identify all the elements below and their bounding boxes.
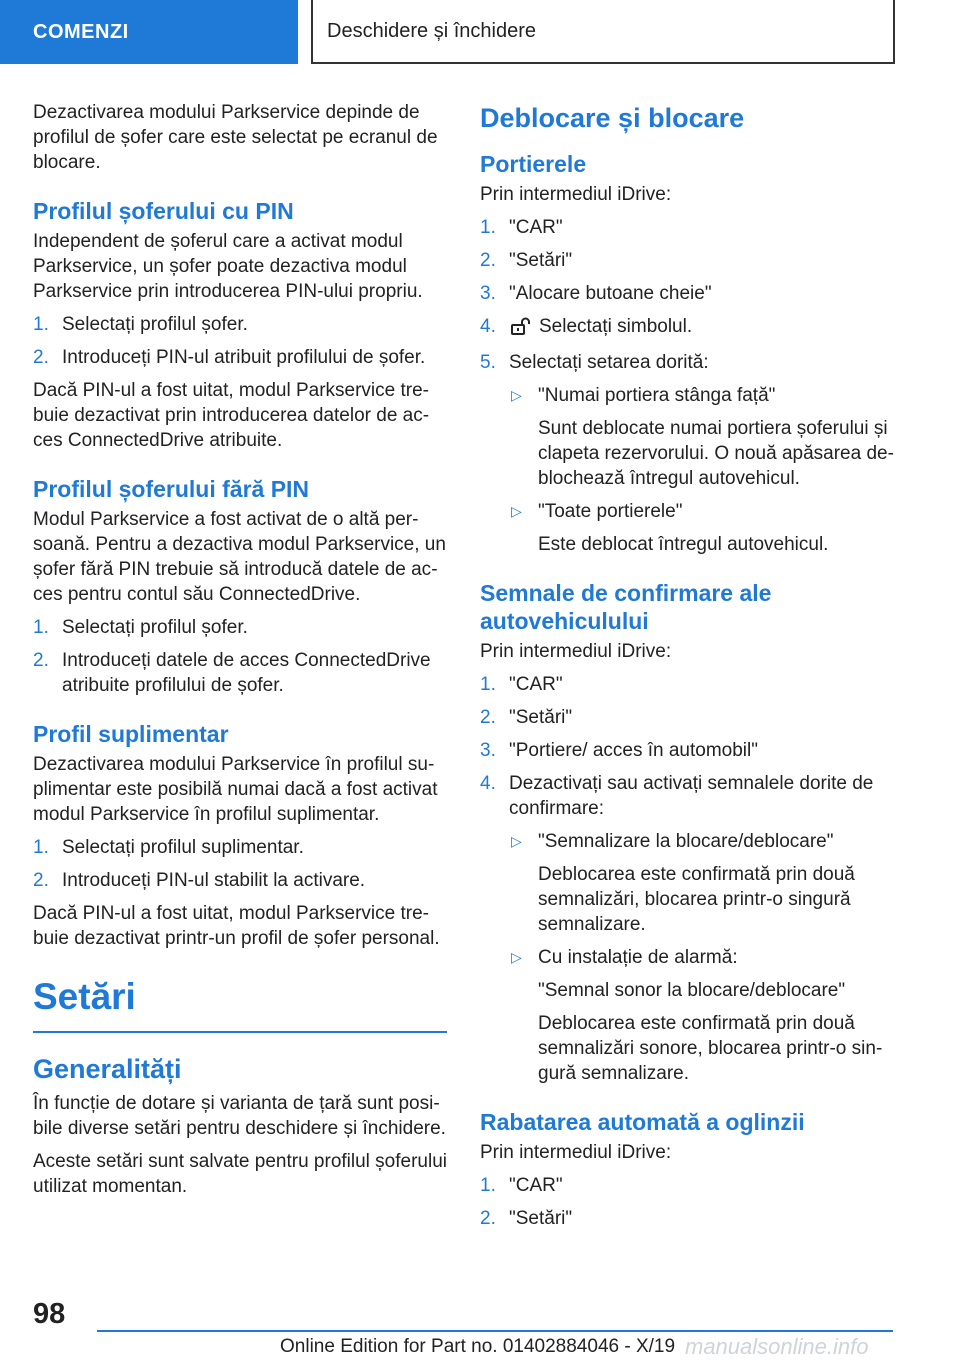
watermark: manualsonline.info [682, 1334, 871, 1360]
step-number: 3. [480, 283, 496, 304]
list-item: 3. "Alocare butoane cheie" [480, 283, 712, 304]
doors-intro: Prin intermediul iDrive: [480, 184, 672, 205]
doors-options [509, 383, 894, 557]
general-text-1: În funcție de dotare și varianta de țară sunt posibile diverse setări pentru deschidere și închidere. [33, 1093, 446, 1139]
list-item: 2. "Setări" [480, 1208, 573, 1229]
unlock-icon [511, 317, 531, 342]
mirrors-intro: Prin intermediul iDrive: [480, 1142, 672, 1163]
extra-profile-note: Dacă PIN-ul a fost uitat, modul Parkservice trebuie dezactivat printr-un profil de șofer personal. [33, 903, 440, 949]
option-item: ▷ Cu instalație de alarmă: "Semnal sonor la blocare/deblocare" Deblocarea este confirmată prin două semnalizări sonore, blocarea printr-o singură semnalizare. [511, 947, 883, 1084]
heading-signals: Semnale de confirmare ale autovehiculului [480, 580, 772, 634]
list-item: 1. Selectați profilul șofer. [33, 314, 248, 335]
step-number: 2. [480, 1208, 496, 1229]
right-column [480, 100, 894, 1239]
heading-doors: Portierele [480, 151, 587, 177]
heading-extra-profile: Profil suplimentar [33, 721, 229, 747]
list-item: 2. "Setări" [480, 707, 573, 728]
step-number: 1. [480, 1175, 496, 1196]
section-title: Deschidere și închidere [311, 0, 895, 64]
list-item: 1. Selectați profilul suplimentar. [33, 837, 304, 858]
step-number: 2. [33, 870, 49, 891]
step-number: 1. [480, 217, 496, 238]
step-number: 3. [480, 740, 496, 761]
list-item: 2. Introduceți PIN-ul atribuit profilului de șofer. [33, 347, 426, 368]
step-number: 4. [480, 773, 496, 794]
unlock-lock-title: Deblocare și blocare [480, 103, 745, 133]
option-item: ▷ "Semnalizare la blocare/deblocare" Deblocarea este confirmată prin două semnalizări, blocarea printr-o singură semnalizare. [511, 831, 855, 935]
list-item: 4. Selectați simbolul. [480, 314, 894, 342]
step-number: 2. [480, 707, 496, 728]
bullet-triangle-icon: ▷ [511, 949, 522, 965]
heading-driver-pin: Profilul șoferului cu PIN [33, 198, 294, 224]
list-item: 3. "Portiere/ acces în automobil" [480, 740, 758, 761]
list-item: 1. "CAR" [480, 217, 563, 238]
bullet-triangle-icon: ▷ [511, 833, 522, 849]
step-number: 1. [33, 314, 49, 335]
option-item: ▷ "Numai portiera stânga față" Sunt deblocate numai portiera șoferului și clapeta rezervorului. O nouă apăsarea deblochează întregul autovehicul. [511, 385, 894, 489]
list-item: 5. Selectați setarea dorită: ▷ "Numai portiera stânga față" Sunt deblocate numai portiera șoferului și clapeta rezervorului. O nouă apăsarea deblochează întregul autovehicul. ▷ "Toate portierele" Este deblocat întregul autovehicul. [480, 352, 894, 555]
list-item: 1. Selectați profilul șofer. [33, 617, 248, 638]
footer-divider [97, 1330, 893, 1332]
driver-pin-steps [33, 312, 447, 370]
list-item: 2. Introduceți datele de acces ConnectedDrive atribuite profilului de șofer. [33, 650, 431, 696]
driver-no-pin-text: Modul Parkservice a fost activat de o altă persoană. Pentru a dezactiva modul Parkservice, un șofer fără PIN trebuie să introducă datele de acces pentru contul său ConnectedDrive. [33, 509, 446, 605]
mirrors-steps [480, 1173, 894, 1231]
doors-steps [480, 215, 894, 557]
page-number: 98 [33, 1298, 66, 1330]
intro-text: Dezactivarea modului Parkservice depinde de profilul de șofer care este selectat pe ecranul de blocare. [33, 102, 438, 173]
list-item: 2. Introduceți PIN-ul stabilit la activare. [33, 870, 366, 891]
left-column [33, 100, 447, 1207]
step-number: 2. [33, 650, 49, 671]
driver-pin-text: Independent de șoferul care a activat modul Parkservice, un șofer poate dezactiva modul Parkservice prin introducerea PIN-ului propriu. [33, 231, 423, 302]
list-item: 2. "Setări" [480, 250, 573, 271]
step-number: 2. [480, 250, 496, 271]
step-number: 1. [33, 617, 49, 638]
signals-intro: Prin intermediul iDrive: [480, 641, 672, 662]
list-item: 1. "CAR" [480, 1175, 563, 1196]
list-item: 4. Dezactivați sau activați semnalele dorite de confirmare: ▷ "Semnalizare la blocare/deblocare" Deblocarea este confirmată prin două semnalizări, blocarea printr-o singură semnalizare. ▷ Cu instalație de alarmă: "Semnal sonor la blocare/deblocare" Deblocarea este confirmată prin două semnalizări sonore, blocarea printr-o singură semnalizare. [480, 771, 894, 1086]
bullet-triangle-icon: ▷ [511, 503, 522, 519]
extra-profile-steps [33, 835, 447, 893]
heading-driver-no-pin: Profilul șoferului fără PIN [33, 476, 310, 502]
step-number: 1. [33, 837, 49, 858]
general-heading: Generalități [33, 1054, 182, 1084]
bullet-triangle-icon: ▷ [511, 387, 522, 403]
footer-edition: Online Edition for Part no. 01402884046 - X/19 [280, 1336, 676, 1357]
section-tab: COMENZI [0, 0, 298, 64]
list-item: 1. "CAR" [480, 674, 563, 695]
step-number: 1. [480, 674, 496, 695]
signals-steps [480, 672, 894, 1086]
step-number: 2. [33, 347, 49, 368]
driver-pin-note: Dacă PIN-ul a fost uitat, modul Parkservice trebuie dezactivat prin introducerea datelor de acces ConnectedDrive atribuite. [33, 380, 430, 451]
signals-options [509, 829, 894, 1086]
general-text-2: Aceste setări sunt salvate pentru profilul șoferului utilizat momentan. [33, 1151, 447, 1197]
option-item: ▷ "Toate portierele" Este deblocat întregul autovehicul. [511, 501, 829, 555]
step-number: 4. [480, 316, 496, 337]
heading-mirrors: Rabatarea automată a oglinzii [480, 1109, 805, 1135]
extra-profile-text: Dezactivarea modului Parkservice în profilul suplimentar este posibilă numai dacă a fost activat modul Parkservice în profilul suplimentar. [33, 754, 438, 825]
step-number: 5. [480, 352, 496, 373]
driver-no-pin-steps [33, 615, 447, 698]
settings-title: Setări [33, 973, 447, 1033]
